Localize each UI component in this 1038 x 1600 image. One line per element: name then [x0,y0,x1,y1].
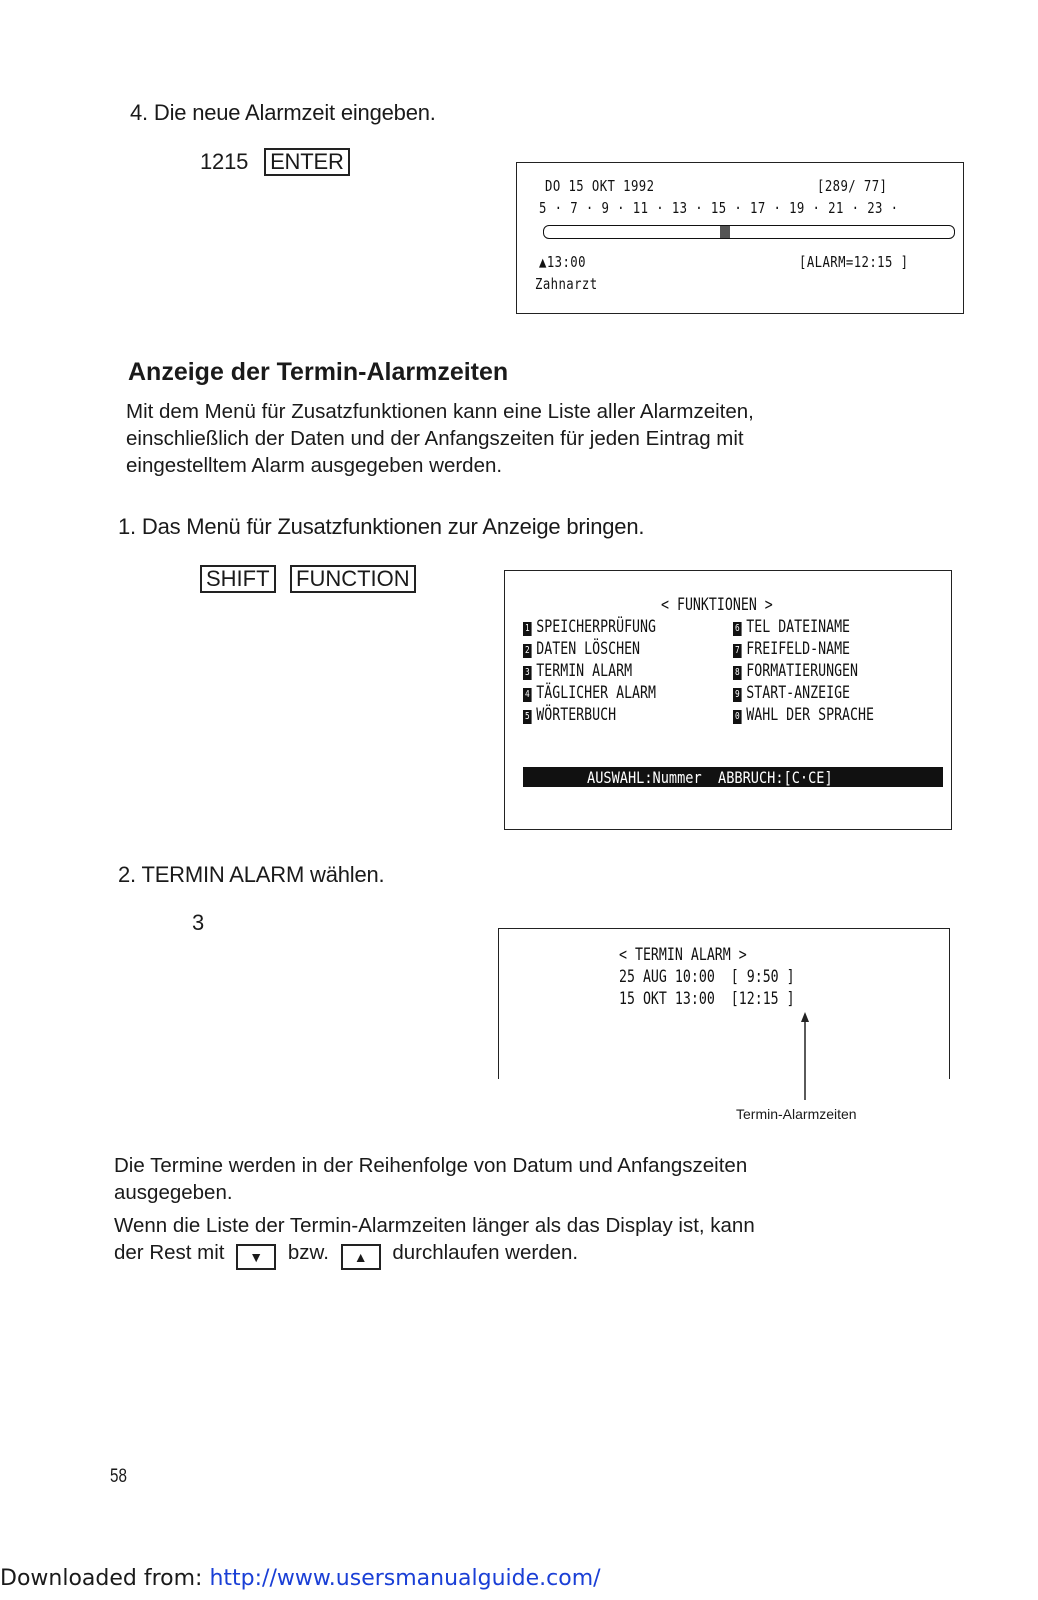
section-intro [126,398,966,479]
date-line: DO 15 OKT 1992 [545,177,655,195]
menu-item-2: 2 DATEN LÖSCHEN [524,639,641,659]
step-number: 2. [118,862,136,887]
menu-item-3: 3 TERMIN ALARM [524,661,633,681]
body-p3-line-1: Wenn die Liste der Termin-Alarmzeiten länger als das Display ist, kann [114,1214,755,1237]
key-input-3: 3 [192,910,205,935]
page-number: 58 [110,1466,127,1487]
lcd-screen-functions [504,570,952,830]
shift-key: SHIFT [200,565,276,593]
input-digits: 1215 [200,149,249,174]
menu-item-5: 5 WÖRTERBUCH [524,705,617,725]
record-counter: [289/ 77] [817,177,888,195]
body-p2-line-2: ausgegeben. [114,1181,233,1204]
termin-row-1: 25 AUG 10:00 [ 9:50 ] [619,967,795,987]
step-2 [118,862,384,888]
intro-line-1: Mit dem Menü für Zusatzfunktionen kann eine Liste aller Alarmzeiten, [126,400,754,423]
annotation-arrow [795,1012,815,1102]
intro-line-3: eingestelltem Alarm ausgegeben werden. [126,454,503,477]
enter-key: ENTER [264,148,350,176]
step-number: 1. [118,514,136,539]
section-title: Anzeige der Termin-Alarmzeiten [128,358,509,386]
function-key: FUNCTION [290,565,416,593]
menu-item-4: 4 TÄGLICHER ALARM [524,683,657,703]
footer-prefix: Downloaded from: [0,1566,210,1591]
menu-item-7: 7 FREIFELD-NAME [734,639,851,659]
step-4 [130,100,436,126]
status-bar-text: AUSWAHL:Nummer ABBRUCH:[C·CE] [587,768,833,787]
menu-item-0: 0 WAHL DER SPRACHE [734,705,874,725]
body-p3-line-2: der Rest mit ▼ bzw. ▲ durchlaufen werden. [114,1239,974,1270]
termin-row-2: 15 OKT 13:00 [12:15 ] [619,989,795,1009]
alarm-time: [ALARM=12:15 ] [799,253,909,271]
menu-item-9: 9 START-ANZEIGE [734,683,851,703]
status-bar [523,767,943,787]
hour-scale: 5 · 7 · 9 · 11 · 13 · 15 · 17 · 19 · 21 · 23 · [539,199,899,217]
menu-title: < FUNKTIONEN > [661,595,773,615]
section-heading [128,358,508,387]
start-time: ▲13:00 [539,253,586,271]
entry-text: Zahnarzt [535,275,598,293]
menu-item-6: 6 TEL DATEINAME [734,617,851,637]
termin-title: < TERMIN ALARM > [619,945,747,965]
time-bar-marker [720,226,730,238]
key-input-2 [200,565,426,593]
step-1 [118,514,644,540]
body-p2-line-1: Die Termine werden in der Reihenfolge von Datum und Anfangszeiten [114,1154,748,1177]
step-text: Das Menü für Zusatzfunktionen zur Anzeige bringen. [141,514,645,539]
intro-line-2: einschließlich der Daten und der Anfangszeiten für jeden Eintrag mit [126,427,744,450]
step-text: TERMIN ALARM wählen. [141,862,385,887]
annotation-label: Termin-Alarmzeiten [736,1106,857,1122]
footer [0,1566,601,1591]
down-arrow-key: ▼ [236,1244,276,1270]
menu-item-1: 1 SPEICHERPRÜFUNG [524,617,657,637]
up-arrow-key: ▲ [341,1244,381,1270]
footer-link[interactable]: http://www.usersmanualguide.com/ [209,1566,601,1591]
time-bar [543,225,955,239]
lcd-screen-calendar [516,162,964,314]
step-text: Die neue Alarmzeit eingeben. [153,100,436,125]
body-text [114,1152,974,1270]
key-input-1 [200,148,360,176]
step-number: 4. [130,100,148,125]
lcd-screen-termin-alarm [498,928,950,1079]
menu-item-8: 8 FORMATIERUNGEN [734,661,859,681]
